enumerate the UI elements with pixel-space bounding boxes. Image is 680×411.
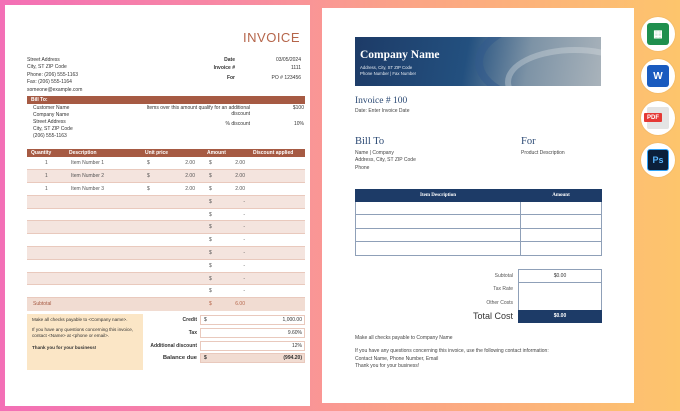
app-icon-column xyxy=(641,17,677,185)
unit-price-cell: $ 2.00 xyxy=(141,183,203,196)
qty-cell: 1 xyxy=(27,157,65,170)
col-description: Description xyxy=(65,149,141,157)
unit-price-cell xyxy=(141,259,203,272)
additional-discount-row: Additional discount 12% xyxy=(145,339,305,352)
balance-due-row: Balance due $ (994.20) xyxy=(145,352,305,365)
table-row xyxy=(356,242,602,255)
table-row xyxy=(356,228,602,241)
table-row xyxy=(27,208,305,221)
table-row xyxy=(27,272,305,285)
company-banner xyxy=(355,37,601,86)
line-items-table xyxy=(27,149,305,311)
col-discount-applied: Discount applied xyxy=(249,149,305,157)
meta-for: For PO # 123456 xyxy=(226,75,301,82)
tax-row: Tax 9.60% xyxy=(145,327,305,340)
description-cell xyxy=(65,221,141,234)
discount-cell xyxy=(249,247,305,260)
table-row xyxy=(356,215,602,228)
pdf-icon[interactable]: PDF xyxy=(641,101,675,135)
bill-to-heading: Bill To xyxy=(355,136,385,147)
totals-block xyxy=(462,269,602,323)
table-row xyxy=(27,234,305,247)
bill-to-details: Name | Company Address, City, ST ZIP Code Phone xyxy=(355,150,416,171)
qty-cell: 1 xyxy=(27,170,65,183)
company-name: Company Name xyxy=(360,49,440,61)
unit-price-cell xyxy=(141,195,203,208)
discount-cell xyxy=(249,234,305,247)
discount-cell xyxy=(249,157,305,170)
meta-date: Date 03/05/2024 xyxy=(224,57,301,63)
company-contact: Address, City, ST ZIP Code Phone Number | Fax Number xyxy=(360,65,417,76)
qty-cell xyxy=(27,259,65,272)
unit-price-cell: $ 2.00 xyxy=(141,157,203,170)
qty-cell xyxy=(27,234,65,247)
docs-icon[interactable]: W xyxy=(641,59,675,93)
photoshop-icon[interactable]: Ps xyxy=(641,143,675,177)
other-costs-row: Other Costs xyxy=(462,296,602,310)
invoice-date: Date: Enter Invoice Date xyxy=(355,108,410,114)
subtotal-row: Subtotal $0.00 xyxy=(462,269,602,283)
qty-cell xyxy=(27,221,65,234)
credit-row: Credit $ 1,000.00 xyxy=(145,314,305,327)
unit-price-cell xyxy=(141,221,203,234)
footer-notes: Make all checks payable to Company Name If you have any questions concerning this invoice, use the following contact information: Contact Name, Phone Number, Email Thank you for your business! xyxy=(355,335,549,370)
col-item-description: Item Description xyxy=(356,190,521,202)
table-row xyxy=(27,195,305,208)
description-cell: Item Number 1 xyxy=(65,157,141,170)
amount-cell: $ - xyxy=(203,285,249,298)
invoice-title: INVOICE xyxy=(243,30,300,45)
col-amount: Amount xyxy=(203,149,249,157)
description-cell xyxy=(65,195,141,208)
description-cell xyxy=(65,285,141,298)
amount-cell: $ 2.00 xyxy=(203,157,249,170)
description-cell: Item Number 3 xyxy=(65,183,141,196)
invoice-meta xyxy=(195,57,301,83)
bill-to-details: Customer Name Company Name Street Address City, ST ZIP Code (206) 555-1163 xyxy=(33,105,73,139)
discount-cell xyxy=(249,208,305,221)
item-table xyxy=(355,189,602,256)
tax-rate-row: Tax Rate xyxy=(462,283,602,297)
subtotal-label: Subtotal xyxy=(27,298,65,311)
sheets-icon[interactable]: ▦ xyxy=(641,17,675,51)
amount-cell: $ - xyxy=(203,234,249,247)
qty-cell xyxy=(27,208,65,221)
subtotal-amount: $ 6.00 xyxy=(203,298,249,311)
invoice-template-word xyxy=(322,8,634,403)
unit-price-cell xyxy=(141,234,203,247)
discount-cell xyxy=(249,285,305,298)
table-row xyxy=(356,202,602,215)
invoice-template-excel xyxy=(5,5,310,406)
discount-cell xyxy=(249,259,305,272)
qty-cell xyxy=(27,272,65,285)
amount-cell: $ - xyxy=(203,195,249,208)
col-amount: Amount xyxy=(521,190,602,202)
unit-price-cell xyxy=(141,285,203,298)
meta-invoice-number: Invoice # 1111 xyxy=(213,64,301,71)
total-cost-row: Total Cost $0.00 xyxy=(462,310,602,323)
amount-cell: $ 2.00 xyxy=(203,183,249,196)
description-cell xyxy=(65,272,141,285)
discount-cell xyxy=(249,183,305,196)
balance-summary xyxy=(145,314,305,365)
discount-cell xyxy=(249,195,305,208)
discount-cell xyxy=(249,170,305,183)
subtotal-row xyxy=(27,298,305,311)
unit-price-cell xyxy=(141,247,203,260)
discount-cell xyxy=(249,221,305,234)
description-cell xyxy=(65,247,141,260)
unit-price-cell xyxy=(141,208,203,221)
payment-notes: Make all checks payable to <Company name>. If you have any questions concerning this invoice, contact <Name> at <phone or email>. Thank you for your business! xyxy=(27,314,143,370)
col-quantity: Quantity xyxy=(27,149,65,157)
qty-cell xyxy=(27,285,65,298)
table-row xyxy=(27,157,305,170)
table-row xyxy=(27,259,305,272)
discount-rules: Items over this amount qualify for an additional discount $100 % discount 10% xyxy=(146,105,304,127)
amount-cell: $ - xyxy=(203,259,249,272)
bill-to-header: Bill To: xyxy=(27,96,305,104)
for-heading: For xyxy=(521,136,536,147)
sender-address: Street Address City, ST ZIP Code Phone: (206) 555-1163 Fax: (206) 555-1164 someone@example.com xyxy=(27,57,83,93)
unit-price-cell xyxy=(141,272,203,285)
description-cell xyxy=(65,208,141,221)
table-row xyxy=(27,170,305,183)
qty-cell: 1 xyxy=(27,183,65,196)
unit-price-cell: $ 2.00 xyxy=(141,170,203,183)
description-cell xyxy=(65,259,141,272)
table-row xyxy=(27,221,305,234)
table-row xyxy=(27,247,305,260)
col-unit-price: Unit price xyxy=(141,149,203,157)
description-cell: Item Number 2 xyxy=(65,170,141,183)
discount-cell xyxy=(249,272,305,285)
amount-cell: $ - xyxy=(203,272,249,285)
table-row xyxy=(27,285,305,298)
table-row xyxy=(27,183,305,196)
amount-cell: $ - xyxy=(203,208,249,221)
invoice-number: Invoice # 100 xyxy=(355,96,408,106)
qty-cell xyxy=(27,195,65,208)
amount-cell: $ - xyxy=(203,221,249,234)
for-value: Product Description xyxy=(521,150,565,156)
qty-cell xyxy=(27,247,65,260)
amount-cell: $ 2.00 xyxy=(203,170,249,183)
description-cell xyxy=(65,234,141,247)
amount-cell: $ - xyxy=(203,247,249,260)
